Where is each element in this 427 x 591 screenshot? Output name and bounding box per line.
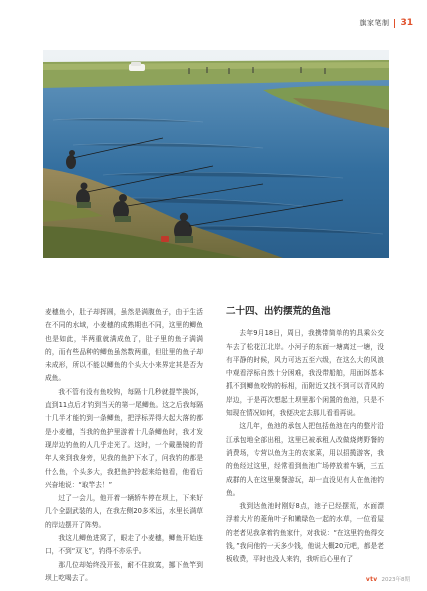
magazine-logo: vtv [365,575,378,583]
left-text-column [45,306,203,585]
header-divider [394,19,395,28]
issue-label: 2023年8期 [381,577,410,583]
body-paragraph: 这几年，鱼池的承包人把包括鱼池在内的整片沿江承包地全部出租，这里已被承租人改做烧烤野餐的消费场，专营以鱼为主的农家菜，用以招揽游客，我的鱼经过这里，经常看到鱼池广场停放着车辆，三五成群的人在这里聚餐游玩，却一直没见有人在鱼池钓鱼。 [226,422,384,497]
body-paragraph: 麦穗鱼小，肚子却挥圆，虽然是满腹鱼子，由于生活在不同的水域，小麦穗的成熟期也不同，这里的鲫鱼也是如此，半两重就满成鱼了，肚子里的鱼子满满的，而有些品种的鲫鱼虽然数两重，但肚里的鱼子却未成形，所以不能以鲫鱼的个头大小来界定其是否为成鱼。 [45,308,203,383]
body-paragraph: 过了一会儿，他开着一辆轿车停在坝上，下来好几个全副武装的人，在我左侧20多米远，水里长满草的岸边摆开了阵势。 [45,494,203,529]
body-paragraph: 那几位却始终没开张，耐不住寂寞，挪下鱼竿到坝上吃喝去了。 [45,560,203,582]
body-paragraph: 去年9月18日，周日，我携带简单的钓具乘公交车去了松花江北岸。小河子的东面一塘离过一塘，没有平静的时候，风力可达五至六级，在这么大的风浪中观看浮标自然十分困难，我没带船舶，用面饵基本抓不到鲫鱼咬钩的标相，而附近又找不到可以背风的岸边，于是再次想起土坝里那个闲置的鱼池，只是不知现在情况如何，我便决定去那儿看看再说。 [226,329,384,418]
page-header [359,18,413,28]
body-paragraph: 我到达鱼池时刚好8点，池子已经摆荒，水面漂浮着大片的菱角叶子和嫩绿色一起的水草，一位看屋的老者见我拿着钓鱼家什，对我说：“在这里钓鱼得交钱，”我问他钓一天多少钱，他说大概20元吧，都是老板收费，平时也没人来钓，我听后心里有了 [226,502,384,564]
lake-fishing-photo [43,50,389,258]
body-paragraph: 我不管有没有鱼咬钩，每隔十几秒就提竿换饵，直到11点后才钓到当天的第一尾鲫鱼。这之后我每隔十几半才能钓到一条鲫鱼，把浮标弄得大起大落的都是小麦穗，当我的鱼护里游着十几条鲫鱼时，我才发现岸边钓鱼的人几乎走光了。这时，一个戴墨镜的青年人来到我身旁，见我的鱼护下水了，问我钓的都是什么鱼，个头多大，我把鱼护拎起来给他看，他看后兴奋地说：“取竿去！” [45,387,203,489]
right-text-column [226,306,384,567]
section-title: 旗家笔制 [359,19,390,27]
page-number: 31 [400,18,413,28]
page-footer [366,575,410,583]
body-paragraph: 我这儿鲫鱼进窝了，眼走了小麦穗，鲫鱼开始连口，不到“双飞”，钓得不亦乐乎。 [45,534,203,556]
article-headline: 二十四、出钓摆荒的鱼池 [226,306,331,317]
